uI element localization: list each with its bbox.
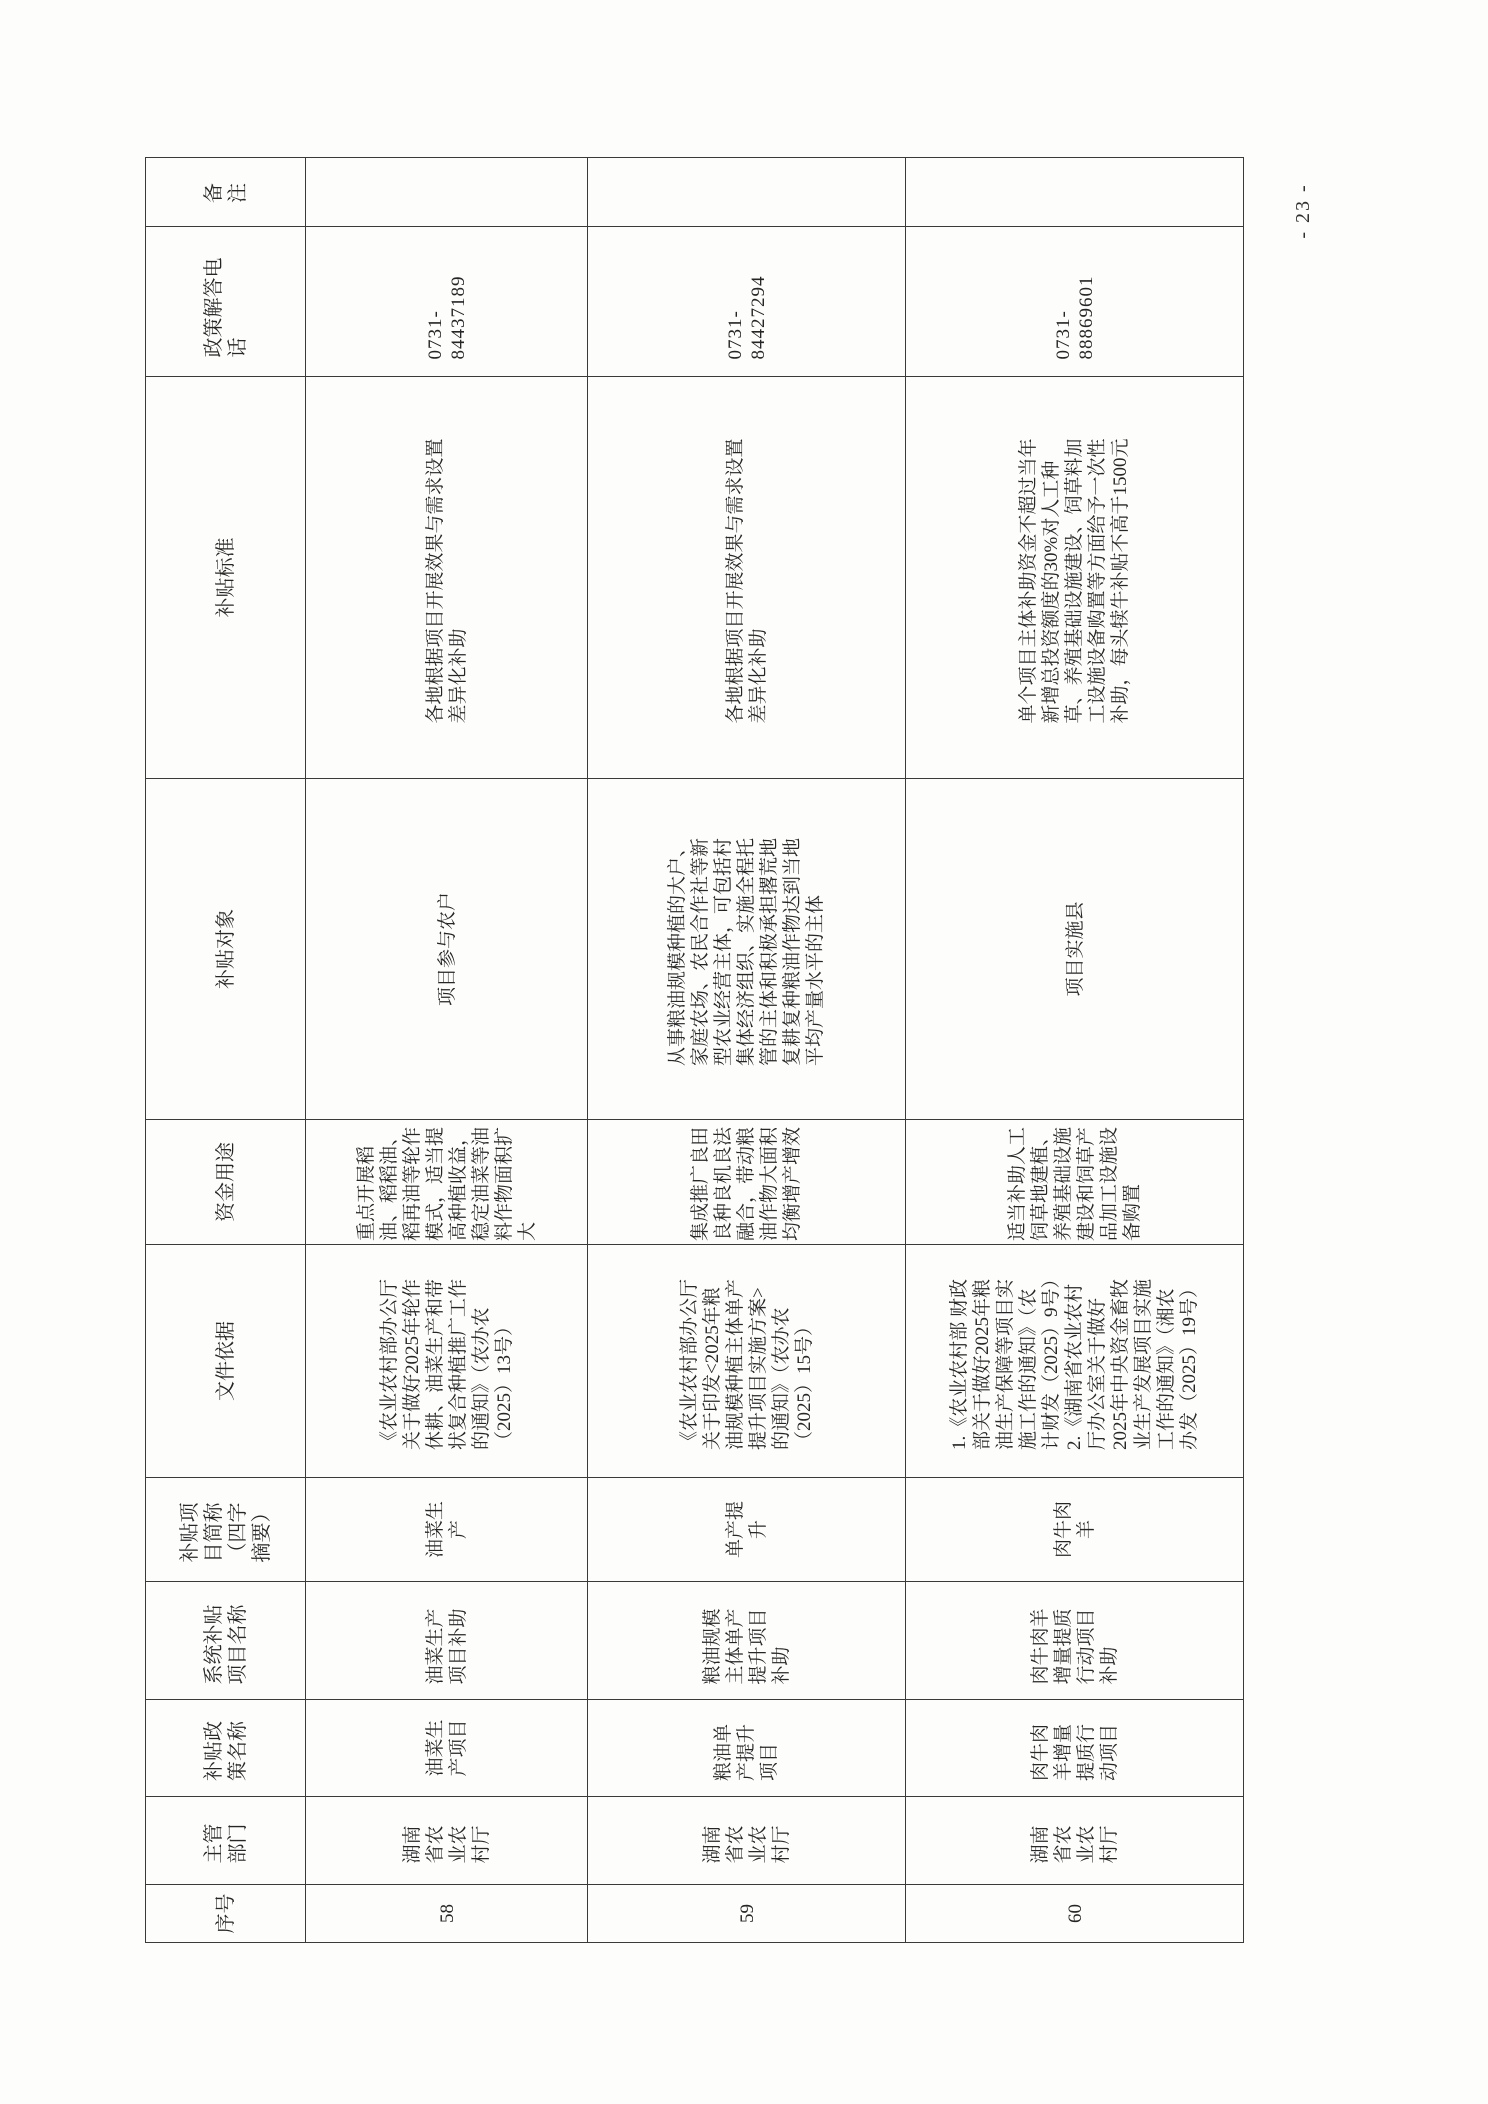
- column-header-btjc: [146, 1478, 306, 1582]
- cell-text: 59: [736, 1904, 758, 1923]
- column-header-label: 补贴标准: [215, 537, 238, 618]
- cell-60-bz: [906, 158, 1244, 227]
- cell-text: 0731-88869601: [1052, 275, 1097, 360]
- cell-text: 各地根据项目开展效果与需求设置差异化补助: [424, 438, 469, 724]
- cell-60-zjyt: [906, 1120, 1244, 1245]
- table-row: [906, 158, 1244, 1943]
- cell-60-zgbm: [906, 1797, 1244, 1885]
- cell-59-zjyt: [588, 1120, 906, 1245]
- cell-text: 油菜生产: [424, 1501, 469, 1559]
- page-number-region: [1280, 163, 1326, 259]
- column-header-label: 序号: [215, 1893, 238, 1934]
- column-header-label: 备注: [202, 183, 249, 203]
- cell-text: 单个项目主体补助资金不超过当年新增总投资额度的30%对人工种草、养殖基础设施建设、饲草料加工设施设备购置等方面给予一次性补助，每头犊牛补贴不高于1500元: [1018, 438, 1131, 724]
- subsidy-policy-table: [145, 157, 1244, 1943]
- column-header-label: 补贴项目简称（四字摘要）: [178, 1502, 273, 1563]
- column-header-btzc: [146, 1700, 306, 1797]
- cell-60-xh: [906, 1885, 1244, 1943]
- column-header-bz: [146, 158, 306, 227]
- cell-58-btzc: [306, 1700, 588, 1797]
- table-row: [588, 158, 906, 1943]
- column-header-xh: [146, 1885, 306, 1943]
- cell-60-btzc: [906, 1700, 1244, 1797]
- subsidy-table-rotated: [145, 158, 1243, 1943]
- cell-58-btjc: [306, 1478, 588, 1582]
- column-header-label: 补贴政策名称: [202, 1721, 249, 1781]
- column-header-zjyt: [146, 1120, 306, 1245]
- cell-text: 从事粮油规模种植的大户、家庭农场、农民合作社等新型农业经营主体，可包括村集体经济组织、实施全程托管的主体和积极承担撂荒地复耕复种粮油作物达到当地平均产量水平的主体: [667, 837, 826, 1066]
- cell-text: 《农业农村部办公厅关于印发<2025年粮油规模种植主体单产提升项目实施方案>的通知》（农办农（2025）15号）: [678, 1278, 815, 1450]
- column-header-label: 政策解答电话: [202, 257, 249, 358]
- page-number: - 23 -: [1291, 183, 1314, 239]
- cell-59-bz: [588, 158, 906, 227]
- cell-59-btdx: [588, 779, 906, 1120]
- cell-60-wjyj: [906, 1245, 1244, 1478]
- subsidy-table-region: [145, 158, 1243, 1943]
- cell-58-zcdh: [306, 227, 588, 377]
- cell-text: 湖南省农业农村厅: [401, 1825, 492, 1864]
- cell-58-wjyj: [306, 1245, 588, 1478]
- column-header-label: 资金用途: [215, 1142, 238, 1222]
- cell-text: 集成推广良田良种良机良法融合，带动粮油作物大面积均衡增产增效: [690, 1126, 803, 1241]
- cell-59-zgbm: [588, 1797, 906, 1885]
- cell-text: 肉牛肉羊: [1052, 1501, 1097, 1559]
- cell-text: 1.《农业农村部 财政部关于做好2025年粮油生产保障等项目实施工作的通知》（农计财发（2025）9号）2.《湖南省农业农村厅办公室关于做好2025年中央资金畜牧业生产发展项目实施工作的通知》（湘农办发（2025）19号）: [949, 1278, 1200, 1450]
- cell-60-btdx: [906, 779, 1244, 1120]
- column-header-zgbm: [146, 1797, 306, 1885]
- cell-text: 各地根据项目开展效果与需求设置差异化补助: [724, 438, 769, 724]
- cell-58-zgbm: [306, 1797, 588, 1885]
- column-header-btdx: [146, 779, 306, 1120]
- cell-59-wjyj: [588, 1245, 906, 1478]
- cell-text: 《农业农村部办公厅关于做好2025年轮作休耕、油菜生产和带状复合种植推广工作的通知》（农办农（2025）13号）: [378, 1278, 515, 1450]
- column-header-wjyj: [146, 1245, 306, 1478]
- cell-58-btbz: [306, 377, 588, 779]
- cell-60-zcdh: [906, 227, 1244, 377]
- cell-60-btjc: [906, 1478, 1244, 1582]
- cell-text: 粮油规模主体单产提升项目补助: [701, 1608, 792, 1685]
- cell-text: 项目实施县: [1064, 901, 1086, 997]
- column-header-label: 文件依据: [215, 1321, 238, 1401]
- column-header-label: 系统补贴项目名称: [202, 1604, 249, 1685]
- column-header-xtbt: [146, 1582, 306, 1700]
- cell-58-xtbt: [306, 1582, 588, 1700]
- cell-text: 粮油单产提升项目: [713, 1723, 780, 1781]
- cell-text: 湖南省农业农村厅: [701, 1825, 792, 1864]
- column-header-zcdh: [146, 227, 306, 377]
- column-header-btbz: [146, 377, 306, 779]
- cell-text: 肉牛肉羊增量提质行动项目补助: [1029, 1608, 1120, 1685]
- cell-text: 油菜生产项目: [424, 1719, 469, 1777]
- cell-59-btzc: [588, 1700, 906, 1797]
- cell-58-btdx: [306, 779, 588, 1120]
- cell-text: 58: [436, 1904, 458, 1923]
- cell-text: 60: [1064, 1904, 1086, 1923]
- cell-59-btbz: [588, 377, 906, 779]
- cell-58-zjyt: [306, 1120, 588, 1245]
- cell-58-bz: [306, 158, 588, 227]
- cell-text: 适当补助人工饲草地建植、养殖基础设施建设和饲草产品加工设施设备购置: [1006, 1126, 1143, 1241]
- cell-59-btjc: [588, 1478, 906, 1582]
- cell-text: 0731-84437189: [424, 275, 469, 360]
- cell-59-xtbt: [588, 1582, 906, 1700]
- cell-text: 单产提升: [724, 1501, 769, 1559]
- column-header-label: 补贴对象: [215, 909, 238, 989]
- table-row: [306, 158, 588, 1943]
- cell-text: 肉牛肉羊增量提质行动项目: [1029, 1723, 1120, 1781]
- column-header-label: 主管部门: [202, 1823, 249, 1864]
- cell-text: 项目参与农户: [436, 892, 458, 1007]
- cell-text: 湖南省农业农村厅: [1029, 1825, 1120, 1864]
- cell-59-xh: [588, 1885, 906, 1943]
- cell-text: 重点开展稻油、稻稻油、稻再油等轮作模式，适当提高种植收益，稳定油菜等油料作物面积扩大: [355, 1126, 538, 1241]
- cell-60-btbz: [906, 377, 1244, 779]
- cell-text: 0731-84427294: [724, 275, 769, 360]
- cell-58-xh: [306, 1885, 588, 1943]
- cell-text: 油菜生产项目补助: [424, 1608, 469, 1685]
- cell-60-xtbt: [906, 1582, 1244, 1700]
- cell-59-zcdh: [588, 227, 906, 377]
